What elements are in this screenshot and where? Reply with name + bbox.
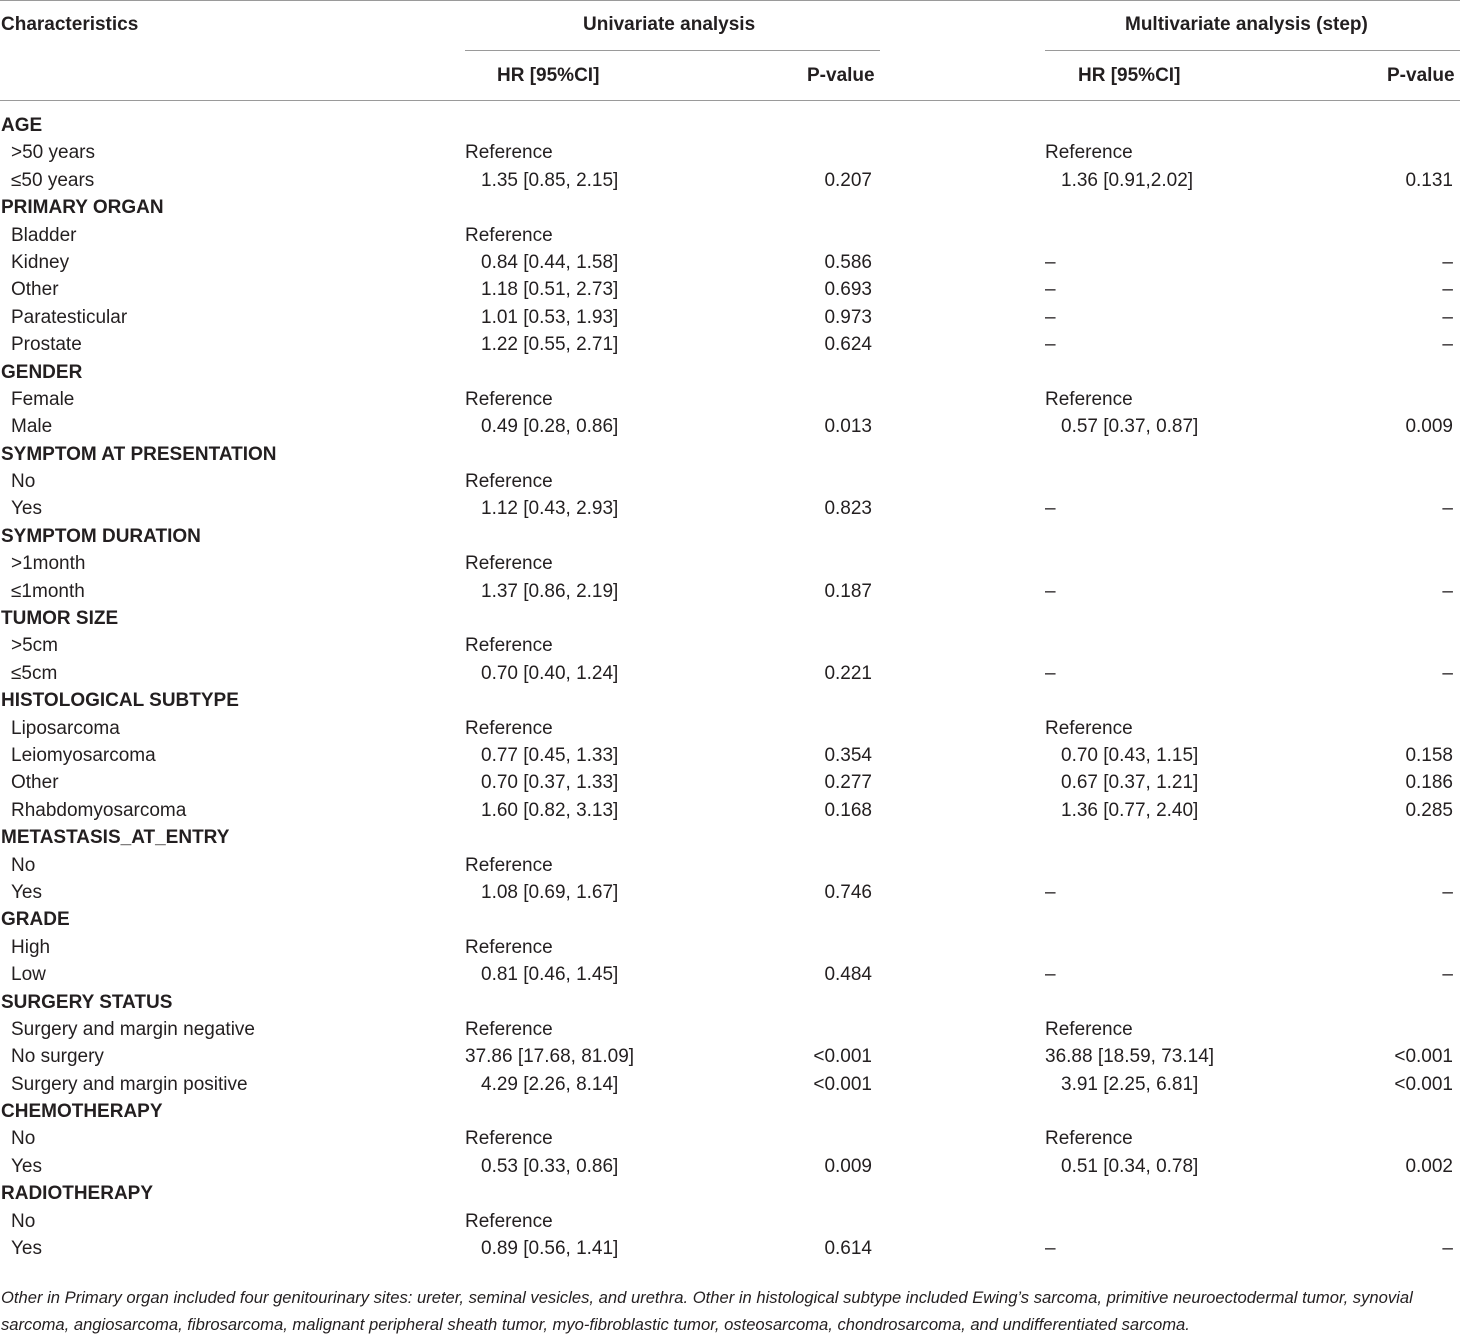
table-row [0, 468, 1460, 495]
group-label: HISTOLOGICAL SUBTYPE [1, 690, 239, 712]
row-label: ≤5cm [11, 662, 58, 684]
multivariate-pvalue-cell: 0.131 [1405, 169, 1453, 191]
multivariate-hr-cell: Reference [1045, 388, 1133, 410]
multivariate-pvalue-cell: – [1442, 279, 1453, 301]
header-univariate-hr: HR [95%CI] [497, 65, 600, 86]
univariate-pvalue-cell: 0.586 [824, 251, 872, 273]
table-group-row [0, 989, 1460, 1016]
univariate-hr-cell: 1.35 [0.85, 2.15] [481, 169, 619, 191]
header-characteristics: Characteristics [1, 14, 139, 35]
univariate-pvalue-cell: 0.013 [824, 416, 872, 438]
row-label: Yes [11, 498, 42, 520]
row-label: Yes [11, 1155, 42, 1177]
table-group-row [0, 194, 1460, 221]
table-group-row [0, 441, 1460, 468]
multivariate-hr-cell: – [1045, 881, 1056, 903]
table-footnote: Other in Primary organ included four genitourinary sites: ureter, seminal vesicles, and urethra. Other in histological subtype included Ewing’s sarcoma, primitive neuroectodermal tumor, synovial sarcoma, angiosarcoma, fibrosarcoma, malignant peripheral sheath tumor, myo-fibroblastic tumor, osteosarcoma, chondrosarcoma, and undifferentiated sarcoma. [1, 1288, 1413, 1334]
table-row [0, 276, 1460, 303]
univariate-hr-cell: 0.89 [0.56, 1.41] [481, 1238, 619, 1260]
multivariate-hr-cell: – [1045, 279, 1056, 301]
row-label: No [11, 854, 36, 876]
multivariate-hr-cell: – [1045, 498, 1056, 520]
row-label: Leiomyosarcoma [11, 744, 156, 766]
univariate-hr-cell: 1.60 [0.82, 3.13] [481, 799, 619, 821]
univariate-hr-cell: Reference [465, 553, 553, 575]
univariate-hr-cell: 0.81 [0.46, 1.45] [481, 964, 619, 986]
univariate-hr-cell: 0.53 [0.33, 0.86] [481, 1155, 619, 1177]
table-row [0, 222, 1460, 249]
multivariate-pvalue-cell: – [1442, 964, 1453, 986]
multivariate-hr-cell: Reference [1045, 142, 1133, 164]
multivariate-span-rule [1045, 50, 1460, 51]
table-row [0, 167, 1460, 194]
table-body [0, 112, 1460, 1262]
table-row [0, 961, 1460, 988]
table-group-row [0, 605, 1460, 632]
table-group-row [0, 687, 1460, 714]
multivariate-pvalue-cell: – [1442, 334, 1453, 356]
univariate-hr-cell: Reference [465, 388, 553, 410]
group-label: RADIOTHERAPY [1, 1183, 154, 1205]
group-label: TUMOR SIZE [1, 608, 119, 630]
multivariate-hr-cell: 0.57 [0.37, 0.87] [1061, 416, 1199, 438]
multivariate-pvalue-cell: 0.009 [1405, 416, 1453, 438]
univariate-hr-cell: 1.01 [0.53, 1.93] [481, 306, 619, 328]
table-row [0, 331, 1460, 358]
group-label: AGE [1, 115, 43, 136]
multivariate-pvalue-cell: <0.001 [1394, 1073, 1453, 1095]
univariate-hr-cell: 1.18 [0.51, 2.73] [481, 279, 619, 301]
row-label: High [11, 936, 51, 958]
univariate-pvalue-cell: 0.614 [824, 1238, 872, 1260]
row-label: Paratesticular [11, 306, 128, 328]
table-group-row [0, 1098, 1460, 1125]
univariate-pvalue-cell: 0.973 [824, 306, 872, 328]
table-row [0, 769, 1460, 796]
table-row [0, 1071, 1460, 1098]
univariate-hr-cell: 0.49 [0.28, 0.86] [481, 416, 619, 438]
group-label: GRADE [1, 909, 70, 931]
univariate-pvalue-cell: 0.277 [824, 772, 872, 794]
table-row [0, 1153, 1460, 1180]
row-label: No [11, 1210, 36, 1232]
row-label: Surgery and margin negative [11, 1018, 255, 1040]
header-univariate-pvalue: P-value [807, 65, 875, 86]
table-row [0, 495, 1460, 522]
table-row [0, 304, 1460, 331]
group-label: PRIMARY ORGAN [1, 197, 164, 219]
group-label: SYMPTOM DURATION [1, 525, 201, 547]
group-label: METASTASIS_AT_ENTRY [1, 827, 230, 849]
univariate-hr-cell: Reference [465, 142, 553, 164]
row-label: Other [11, 772, 59, 794]
table-row [0, 742, 1460, 769]
table-row [0, 1208, 1460, 1235]
table-row [0, 386, 1460, 413]
univariate-hr-cell: 0.70 [0.37, 1.33] [481, 772, 619, 794]
multivariate-hr-cell: 1.36 [0.77, 2.40] [1061, 799, 1199, 821]
multivariate-pvalue-cell: – [1442, 881, 1453, 903]
univariate-pvalue-cell: 0.746 [824, 881, 872, 903]
multivariate-hr-cell: 0.51 [0.34, 0.78] [1061, 1155, 1199, 1177]
table-row [0, 1125, 1460, 1152]
univariate-pvalue-cell: 0.484 [824, 964, 872, 986]
row-label: >50 years [11, 142, 95, 164]
univariate-hr-cell: 1.22 [0.55, 2.71] [481, 334, 619, 356]
table-row [0, 715, 1460, 742]
row-label: Yes [11, 1238, 42, 1260]
table-row [0, 1043, 1460, 1070]
univariate-hr-cell: Reference [465, 1210, 553, 1232]
table-row [0, 1235, 1460, 1262]
multivariate-hr-cell: – [1045, 334, 1056, 356]
multivariate-hr-cell: – [1045, 580, 1056, 602]
row-label: No surgery [11, 1046, 104, 1068]
row-label: ≤50 years [11, 169, 95, 191]
multivariate-hr-cell: – [1045, 662, 1056, 684]
univariate-pvalue-cell: 0.207 [824, 169, 872, 191]
table-row [0, 139, 1460, 166]
row-label: Other [11, 279, 59, 301]
table-group-row [0, 112, 1460, 139]
row-label: Bladder [11, 224, 77, 246]
header-bottom-rule [0, 100, 1460, 101]
multivariate-pvalue-cell: 0.002 [1405, 1155, 1453, 1177]
row-label: Kidney [11, 251, 70, 273]
univariate-hr-cell: Reference [465, 717, 553, 739]
univariate-pvalue-cell: 0.624 [824, 334, 872, 356]
univariate-hr-cell: 1.08 [0.69, 1.67] [481, 881, 619, 903]
univariate-pvalue-cell: <0.001 [813, 1046, 872, 1068]
multivariate-hr-cell: – [1045, 1238, 1056, 1260]
univariate-hr-cell: 1.37 [0.86, 2.19] [481, 580, 619, 602]
row-label: Male [11, 416, 53, 438]
univariate-hr-cell: Reference [465, 1128, 553, 1150]
univariate-hr-cell: 4.29 [2.26, 8.14] [481, 1073, 619, 1095]
multivariate-pvalue-cell: – [1442, 1238, 1453, 1260]
multivariate-pvalue-cell: <0.001 [1394, 1046, 1453, 1068]
table-row [0, 852, 1460, 879]
group-label: SURGERY STATUS [1, 991, 173, 1013]
univariate-hr-cell: Reference [465, 1018, 553, 1040]
row-label: Female [11, 388, 75, 410]
univariate-pvalue-cell: <0.001 [813, 1073, 872, 1095]
multivariate-hr-cell: 0.67 [0.37, 1.21] [1061, 772, 1199, 794]
group-label: CHEMOTHERAPY [1, 1101, 163, 1123]
univariate-hr-cell: Reference [465, 471, 553, 493]
multivariate-hr-cell: 3.91 [2.25, 6.81] [1061, 1073, 1199, 1095]
row-label: No [11, 471, 36, 493]
table-row [0, 632, 1460, 659]
table-group-row [0, 359, 1460, 386]
multivariate-pvalue-cell: – [1442, 498, 1453, 520]
univariate-hr-cell: 37.86 [17.68, 81.09] [465, 1046, 635, 1068]
univariate-hr-cell: Reference [465, 635, 553, 657]
univariate-pvalue-cell: 0.693 [824, 279, 872, 301]
multivariate-hr-cell: Reference [1045, 717, 1133, 739]
multivariate-hr-cell: Reference [1045, 1128, 1133, 1150]
multivariate-hr-cell: 1.36 [0.91,2.02] [1061, 169, 1194, 191]
table-group-row [0, 523, 1460, 550]
row-label: >1month [11, 553, 86, 575]
table-row [0, 797, 1460, 824]
multivariate-pvalue-cell: 0.186 [1405, 772, 1453, 794]
multivariate-pvalue-cell: – [1442, 251, 1453, 273]
multivariate-hr-cell: – [1045, 964, 1056, 986]
row-label: Low [11, 964, 46, 986]
univariate-hr-cell: Reference [465, 936, 553, 958]
table-group-row [0, 1180, 1460, 1207]
table-row [0, 413, 1460, 440]
group-label: GENDER [1, 361, 83, 383]
header-multivariate-pvalue: P-value [1387, 65, 1455, 86]
table-row [0, 660, 1460, 687]
table-row [0, 578, 1460, 605]
table-row [0, 934, 1460, 961]
table-row [0, 879, 1460, 906]
row-label: >5cm [11, 635, 58, 657]
header-row-2 [0, 52, 1460, 100]
univariate-pvalue-cell: 0.187 [824, 580, 872, 602]
univariate-pvalue-cell: 0.221 [824, 662, 872, 684]
table-group-row [0, 906, 1460, 933]
multivariate-pvalue-cell: – [1442, 306, 1453, 328]
header-univariate: Univariate analysis [583, 14, 756, 35]
table-group-row [0, 824, 1460, 851]
header-multivariate-hr: HR [95%CI] [1078, 65, 1181, 86]
row-label: Liposarcoma [11, 717, 120, 739]
multivariate-hr-cell: Reference [1045, 1018, 1133, 1040]
header-row-1 [0, 0, 1460, 52]
multivariate-hr-cell: – [1045, 306, 1056, 328]
univariate-hr-cell: Reference [465, 854, 553, 876]
multivariate-pvalue-cell: – [1442, 580, 1453, 602]
multivariate-pvalue-cell: 0.285 [1405, 799, 1453, 821]
univariate-hr-cell: 1.12 [0.43, 2.93] [481, 498, 619, 520]
multivariate-hr-cell: – [1045, 251, 1056, 273]
row-label: Yes [11, 881, 42, 903]
table-row [0, 249, 1460, 276]
univariate-pvalue-cell: 0.168 [824, 799, 872, 821]
row-label: No [11, 1128, 36, 1150]
univariate-pvalue-cell: 0.823 [824, 498, 872, 520]
univariate-span-rule [465, 50, 880, 51]
table-row [0, 550, 1460, 577]
header-multivariate: Multivariate analysis (step) [1125, 14, 1368, 35]
univariate-pvalue-cell: 0.009 [824, 1155, 872, 1177]
row-label: Prostate [11, 334, 82, 356]
row-label: ≤1month [11, 580, 85, 602]
row-label: Rhabdomyosarcoma [11, 799, 187, 821]
multivariate-pvalue-cell: – [1442, 662, 1453, 684]
univariate-hr-cell: 0.77 [0.45, 1.33] [481, 744, 619, 766]
univariate-pvalue-cell: 0.354 [824, 744, 872, 766]
univariate-hr-cell: Reference [465, 224, 553, 246]
multivariate-hr-cell: 0.70 [0.43, 1.15] [1061, 744, 1199, 766]
table-row [0, 1016, 1460, 1043]
univariate-hr-cell: 0.70 [0.40, 1.24] [481, 662, 619, 684]
univariate-hr-cell: 0.84 [0.44, 1.58] [481, 251, 619, 273]
multivariate-pvalue-cell: 0.158 [1405, 744, 1453, 766]
group-label: SYMPTOM AT PRESENTATION [1, 443, 277, 465]
multivariate-hr-cell: 36.88 [18.59, 73.14] [1045, 1046, 1215, 1068]
row-label: Surgery and margin positive [11, 1073, 248, 1095]
